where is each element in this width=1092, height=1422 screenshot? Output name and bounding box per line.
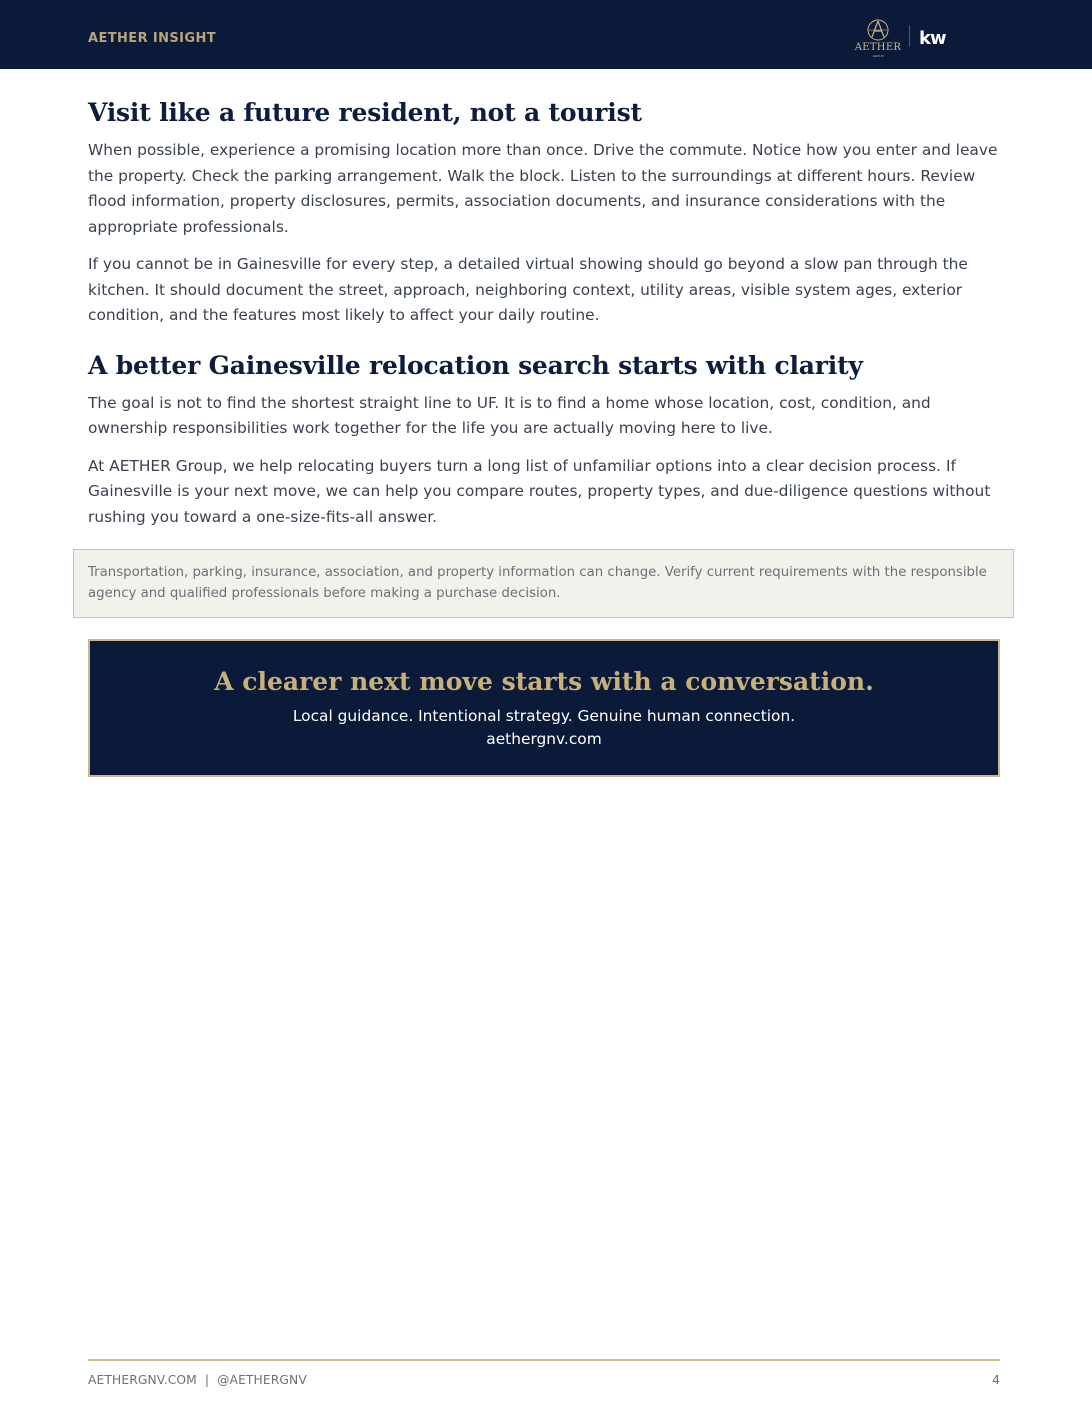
disclaimer-notice: Transportation, parking, insurance, association, and property information can change. Verify current requirements with the responsible agency and qualified professionals before making a purchase decision. — [73, 549, 1014, 618]
footer-social-handle[interactable]: @AETHERGNV — [217, 1373, 307, 1387]
page-header — [0, 0, 1092, 69]
section-heading: Visit like a future resident, not a tourist — [88, 98, 642, 127]
kw-logo: kw — [919, 28, 946, 49]
logo-divider — [909, 25, 910, 47]
aether-logo-subtext: GROUP — [872, 54, 884, 58]
paragraph: If you cannot be in Gainesville for every step, a detailed virtual showing should go beyond a slow pan through the kitchen. It should document the street, approach, neighboring context, utility areas, visible system ages, exterior condition, and the features most likely to affect your daily routine. — [88, 255, 968, 324]
cta-title: A clearer next move starts with a conversation. — [214, 667, 874, 696]
paragraph: At AETHER Group, we help relocating buyers turn a long list of unfamiliar options into a clear decision process. If Gainesville is your next move, we can help you compare routes, property types, and due-diligence questions without rushing you toward a one-size-fits-all answer. — [88, 456, 991, 526]
page-number: 4 — [992, 1373, 1000, 1387]
header-label: AETHER INSIGHT — [88, 31, 217, 46]
paragraph: The goal is not to find the shortest straight line to UF. It is to find a home whose location, cost, condition, and ownership responsibilities work together for the life you are actually moving here to live. — [88, 393, 931, 437]
paragraph: When possible, experience a promising location more than once. Drive the commute. Notice how you enter and leave the property. Check the parking arrangement. Walk the block. Listen to the surroundings at different hours. Review flood information, property disclosures, permits, association documents, and insurance considerations with the appropriate professionals. — [88, 141, 998, 236]
cta-website-link[interactable]: aethergnv.com — [486, 730, 602, 748]
cta-banner — [88, 639, 1000, 777]
cta-tagline: Local guidance. Intentional strategy. Genuine human connection. — [292, 707, 796, 725]
footer-contact — [88, 1373, 307, 1387]
aether-emblem-icon — [852, 18, 904, 44]
footer-divider — [88, 1359, 1000, 1361]
article-body — [88, 96, 1000, 542]
aether-logo-wordmark: AETHER — [854, 42, 902, 53]
aether-logo — [852, 18, 904, 58]
footer-separator: | — [204, 1373, 210, 1387]
section-heading: A better Gainesville relocation search starts with clarity — [88, 350, 863, 380]
footer-website-link[interactable]: AETHERGNV.COM — [88, 1373, 197, 1387]
